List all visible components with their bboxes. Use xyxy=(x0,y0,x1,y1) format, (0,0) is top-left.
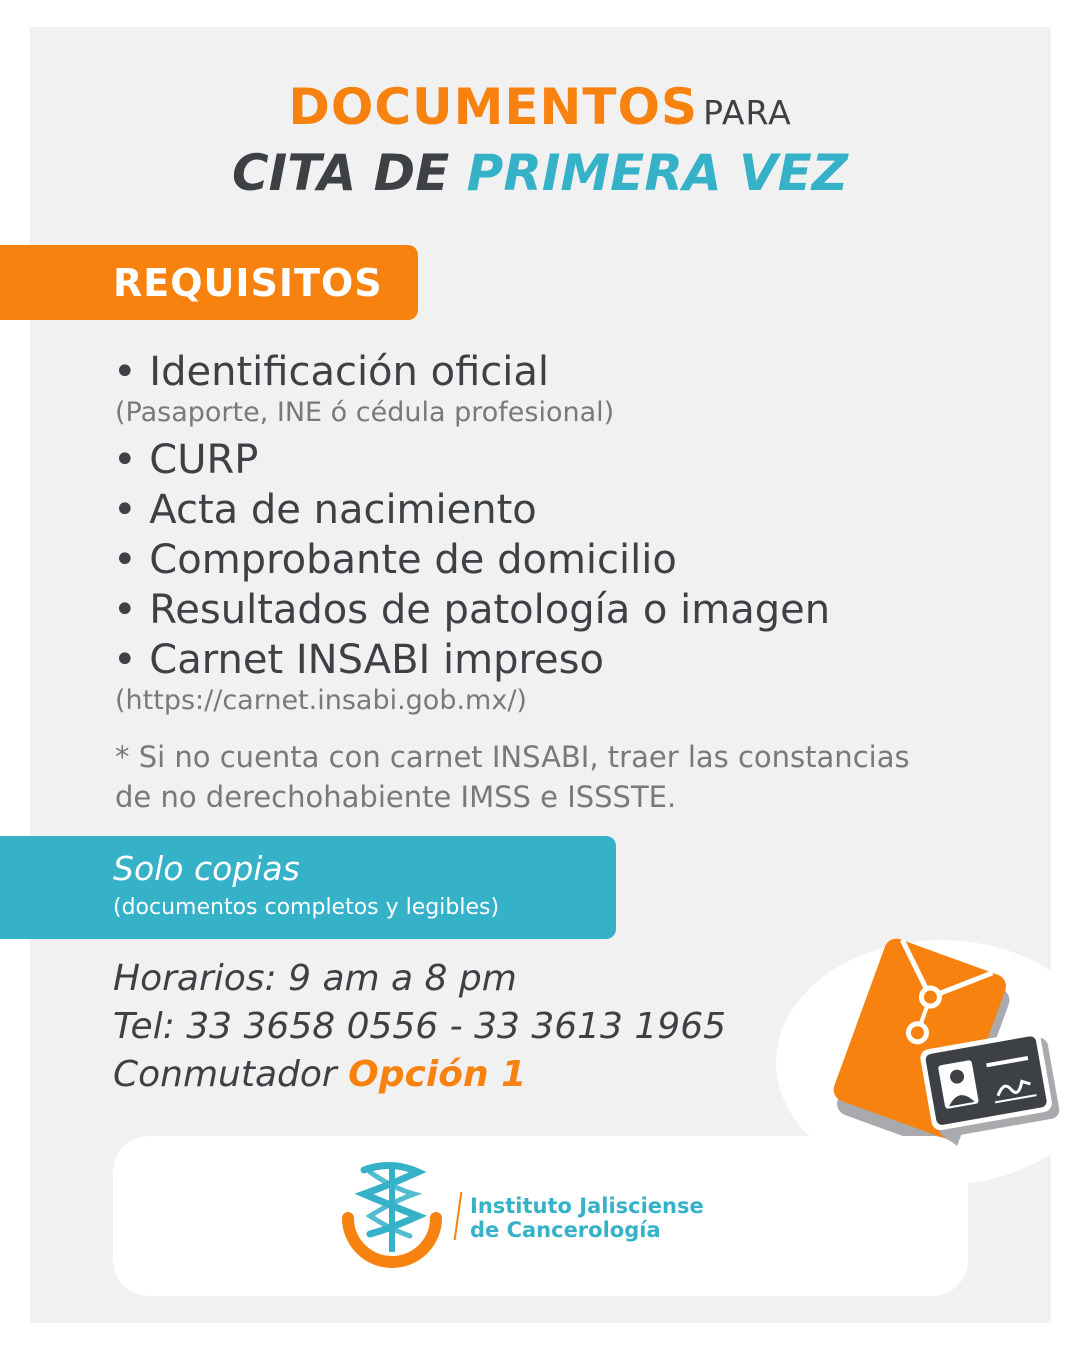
copias-title: Solo copias xyxy=(113,849,300,888)
conmutador-label: Conmutador xyxy=(113,1054,337,1095)
copias-banner xyxy=(0,836,616,939)
title-documentos: DOCUMENTOS xyxy=(288,78,699,136)
list-item-resultados: • Resultados de patología o imagen xyxy=(113,587,831,633)
horarios-text: Horarios: 9 am a 8 pm xyxy=(113,958,517,999)
list-item-comprobante: • Comprobante de domicilio xyxy=(113,537,677,583)
telefono-text: Tel: 33 3658 0556 - 33 3613 1965 xyxy=(113,1006,727,1047)
logo-text-line2: de Cancerología xyxy=(470,1218,661,1242)
copias-subtitle: (documentos completos y legibles) xyxy=(113,895,500,920)
list-item-carnet: • Carnet INSABI impreso xyxy=(113,637,604,683)
caduceus-logo-icon xyxy=(340,1160,444,1272)
logo-text-line1: Instituto Jalisciense xyxy=(470,1194,704,1218)
footnote-line1: * Si no cuenta con carnet INSABI, traer las constancias xyxy=(115,740,910,774)
title-para: PARA xyxy=(703,93,792,132)
footnote-line2: de no derechohabiente IMSS e ISSSTE. xyxy=(115,780,677,814)
list-item-acta: • Acta de nacimiento xyxy=(113,487,537,533)
list-item-identificacion: • Identificación oficial xyxy=(113,349,549,395)
requisitos-label: REQUISITOS xyxy=(113,261,383,305)
carnet-url: (https://carnet.insabi.gob.mx/) xyxy=(115,685,527,716)
title-primera-vez: PRIMERA VEZ xyxy=(466,144,849,202)
identificacion-note: (Pasaporte, INE ó cédula profesional) xyxy=(115,397,615,428)
opcion-label: Opción 1 xyxy=(348,1054,527,1095)
list-item-curp: • CURP xyxy=(113,437,259,483)
title-cita-de: CITA DE xyxy=(231,144,450,202)
page-title-line2 xyxy=(0,144,1080,202)
conmutador-line xyxy=(113,1054,526,1095)
page-title-line1 xyxy=(0,78,1080,136)
